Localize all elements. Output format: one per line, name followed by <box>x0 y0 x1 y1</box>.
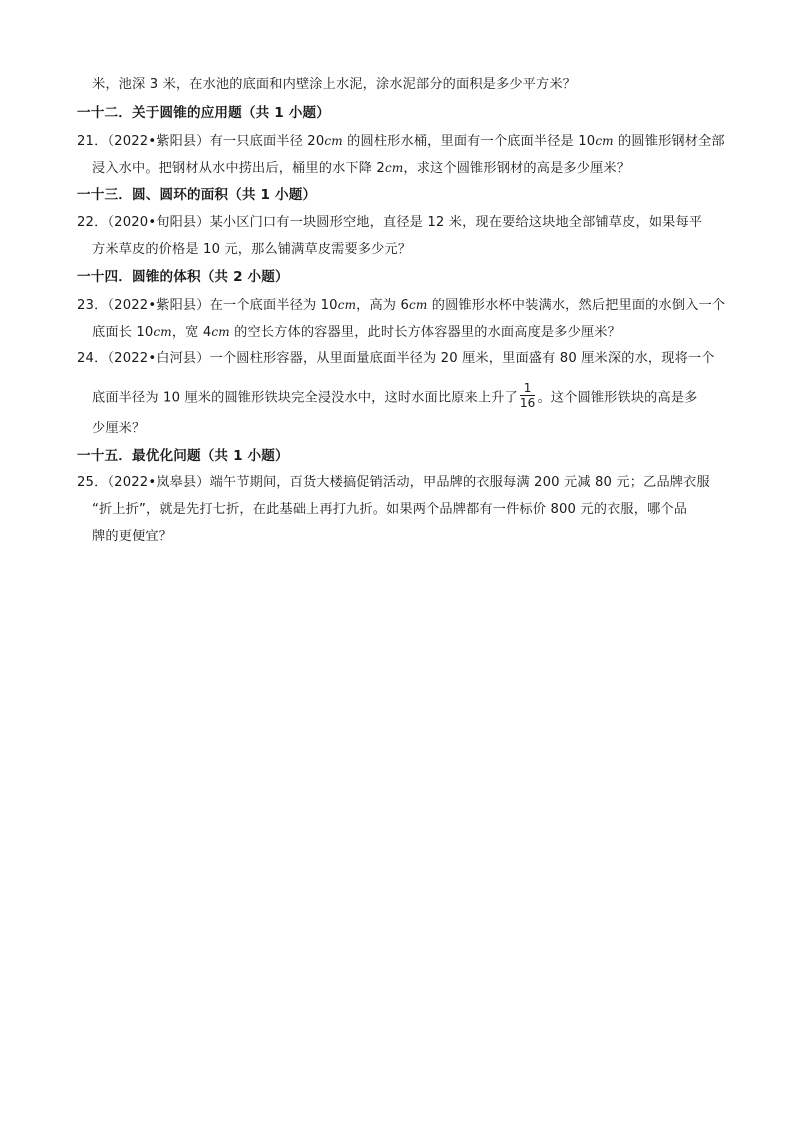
text: 21．（2022•紫阳县）有一只底面半径 20 <box>77 134 325 149</box>
text: 23．（2022•紫阳县）在一个底面半径为 10 <box>77 298 338 313</box>
text: 22．（2020•旬阳县）某小区门口有一块圆形空地，直径是 12 米，现在要给这块地全部铺草皮，如果每平 <box>77 215 703 230</box>
question-24-line-2 <box>92 383 698 412</box>
unit: cm <box>409 298 428 312</box>
section-heading-15 <box>77 446 289 466</box>
text: 24．（2022•白河县）一个圆柱形容器，从里面量底面半径为 20 厘米，里面盛有 80 厘米深的水，现将一个 <box>77 351 715 366</box>
text: “折上折”，就是先打七折，在此基础上再打九折。如果两个品牌都有一件标价 800 元的衣服，哪个品 <box>92 502 688 517</box>
text: 浸入水中。把钢材从水中捞出后，桶里的水下降 2 <box>92 161 385 176</box>
unit: cm <box>211 325 230 339</box>
question-24-line-1 <box>77 349 715 369</box>
text: 底面长 10 <box>92 325 154 340</box>
question-25-line-2 <box>92 500 687 520</box>
text: ，高为 6 <box>356 298 410 313</box>
question-22-line-2 <box>92 240 411 260</box>
question-23-line-2 <box>92 322 621 343</box>
text: 的圆柱形水桶，里面有一个底面半径是 10 <box>342 134 596 149</box>
unit: cm <box>337 298 357 312</box>
question-21-line-2 <box>92 158 630 179</box>
unit: cm <box>384 161 404 175</box>
question-21-line-1 <box>77 131 725 152</box>
question-25-line-1 <box>77 473 710 493</box>
section-heading-14 <box>77 267 289 287</box>
text: ，宽 4 <box>171 325 212 340</box>
section-heading-13 <box>77 185 316 205</box>
heading-text: 一十四．圆锥的体积（共 2 小题） <box>77 269 289 285</box>
heading-text: 一十二．关于圆锥的应用题（共 1 小题） <box>77 105 331 121</box>
fraction <box>520 381 536 410</box>
heading-text: 一十三．圆、圆环的面积（共 1 小题） <box>77 187 317 203</box>
text: 牌的更便宜？ <box>92 529 173 544</box>
text: 的圆锥形水杯中装满水，然后把里面的水倒入一个 <box>427 298 726 313</box>
section-heading-12 <box>77 103 330 123</box>
text: 的圆锥形钢材全部 <box>613 134 725 149</box>
heading-text: 一十五．最优化问题（共 1 小题） <box>77 448 289 464</box>
question-24-line-3 <box>92 419 145 439</box>
question-25-line-3 <box>92 527 172 547</box>
text: 米，池深 3 米，在水池的底面和内壁涂上水泥，涂水泥部分的面积是多少平方米？ <box>92 77 577 92</box>
fraction-denominator: 16 <box>519 396 536 410</box>
text: 方米草皮的价格是 10 元，那么铺满草皮需要多少元？ <box>92 242 412 257</box>
question-20-tail <box>92 75 576 95</box>
text: 底面半径为 10 厘米的圆锥形铁块完全浸没水中，这时水面比原来上升了 <box>92 390 518 406</box>
unit: cm <box>153 325 172 339</box>
question-23-line-1 <box>77 295 725 316</box>
unit: cm <box>595 134 614 148</box>
question-22-line-1 <box>77 213 702 233</box>
text: 25．（2022•岚皋县）端午节期间，百货大楼搞促销活动，甲品牌的衣服每满 200 元减 80 元；乙品牌衣服 <box>77 475 710 490</box>
text: 少厘米？ <box>92 421 146 436</box>
text: ，求这个圆锥形钢材的高是多少厘米？ <box>403 161 631 176</box>
text: 的空长方体的容器里，此时长方体容器里的水面高度是多少厘米？ <box>229 325 621 340</box>
unit: cm <box>324 134 343 148</box>
text: 。这个圆锥形铁块的高是多 <box>537 390 698 406</box>
fraction-numerator: 1 <box>520 381 536 396</box>
